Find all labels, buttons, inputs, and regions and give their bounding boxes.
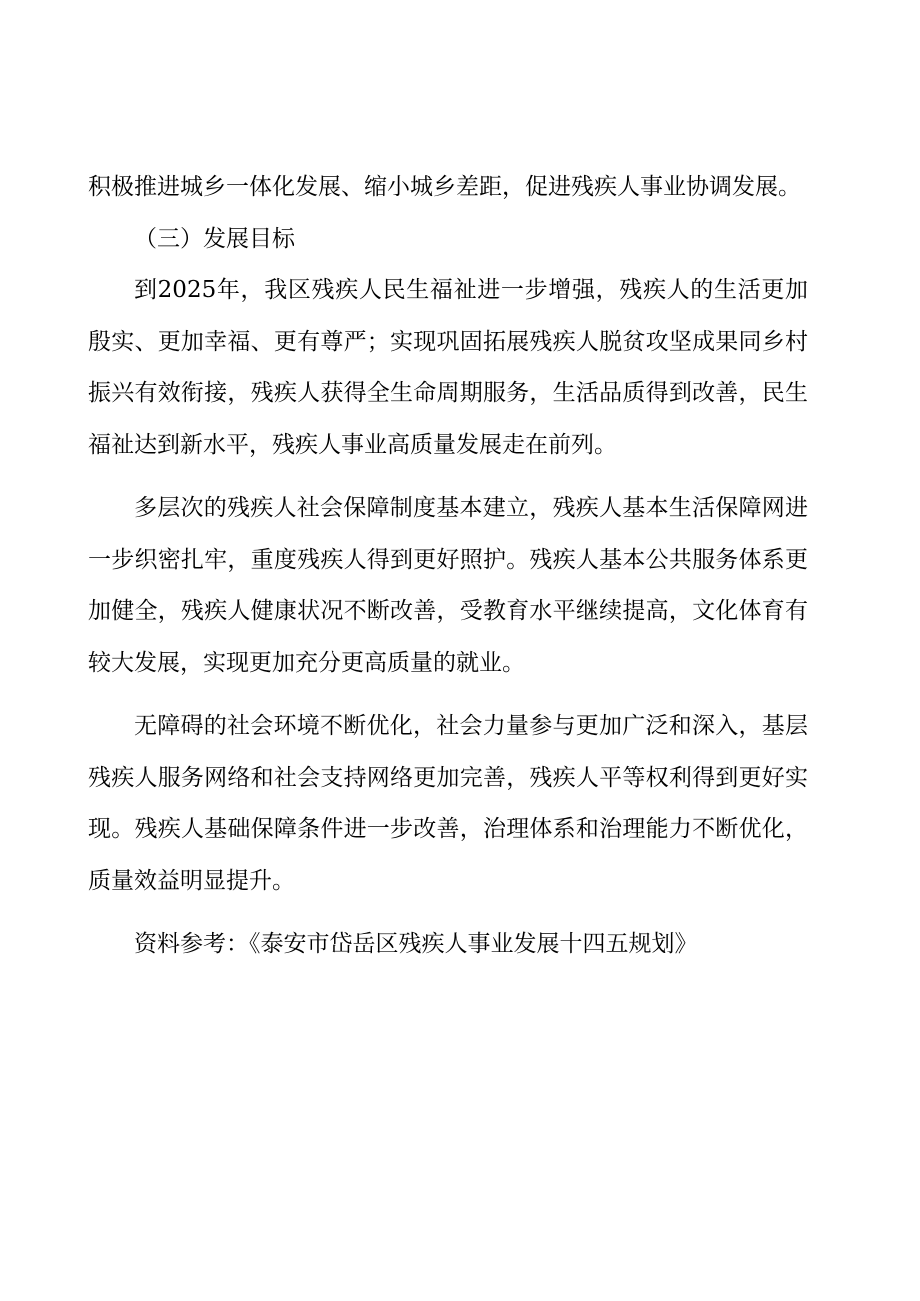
paragraph-gap: [88, 689, 808, 701]
goal-paragraph-2: 多层次的残疾人社会保障制度基本建立，残疾人基本生活保障网进一步织密扎牢，重度残疾人得到更好照护。残疾人基本公共服务体系更加健全，残疾人健康状况不断改善，受教育水平继续提高，文化体育有较大发展，实现更加充分更高质量的就业。: [88, 495, 808, 676]
section-heading: （三）发展目标: [134, 225, 295, 252]
paragraph-gap: [88, 471, 808, 483]
goal-paragraph-1: 到2025年，我区残疾人民生福祉进一步增强，残疾人的生活更加殷实、更加幸福、更有尊严；实现巩固拓展残疾人脱贫攻坚成果同乡村振兴有效衔接，残疾人获得全生命周期服务，生活品质得到改善，民生福祉达到新水平，残疾人事业高质量发展走在前列。: [88, 277, 808, 458]
reference-line: 资料参考：《泰安市岱岳区残疾人事业发展十四五规划》: [134, 931, 698, 957]
goal-paragraph-3: 无障碍的社会环境不断优化，社会力量参与更加广泛和深入，基层残疾人服务网络和社会支持网络更加完善，残疾人平等权利得到更好实现。残疾人基础保障条件进一步改善，治理体系和治理能力不断优化，质量效益明显提升。: [88, 713, 808, 894]
document-page: [88, 162, 808, 971]
continuation-paragraph: 积极推进城乡一体化发展、缩小城乡差距，促进残疾人事业协调发展。: [88, 174, 801, 200]
paragraph-gap: [88, 907, 808, 919]
